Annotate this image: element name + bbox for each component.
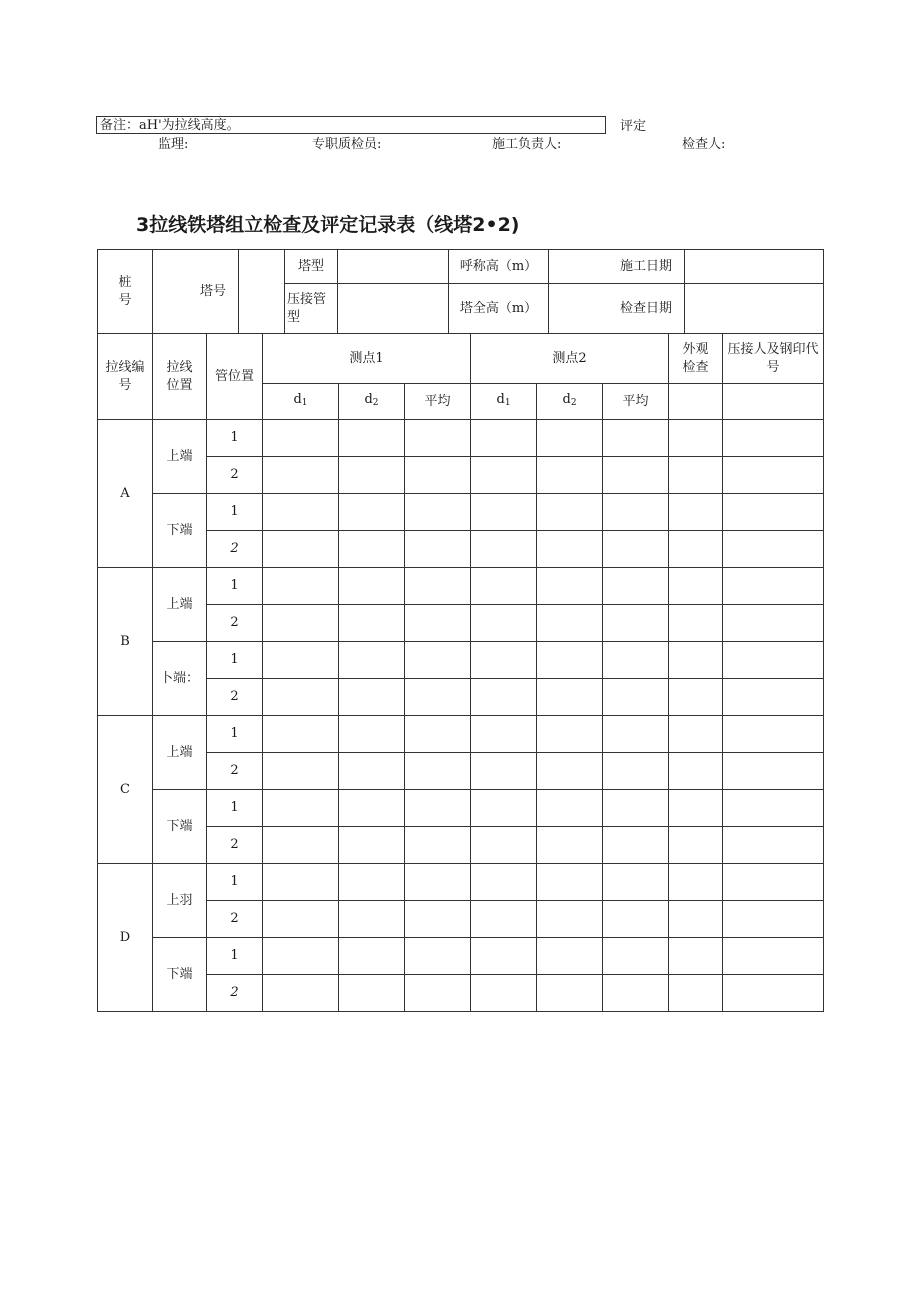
crimper-cell[interactable] bbox=[723, 605, 824, 642]
tower-no-label: 塔号 bbox=[153, 250, 239, 334]
tube-position-cell: 1 bbox=[207, 642, 263, 679]
table-row bbox=[98, 716, 824, 753]
crimper-cell[interactable] bbox=[723, 901, 824, 938]
table-row bbox=[98, 938, 824, 975]
p1-d2-cell[interactable] bbox=[339, 568, 405, 605]
table-row bbox=[98, 531, 824, 568]
p2-d2-cell[interactable] bbox=[537, 605, 603, 642]
p2-average-cell[interactable] bbox=[603, 901, 669, 938]
p2-d2-cell[interactable] bbox=[537, 568, 603, 605]
crimper-cell[interactable] bbox=[723, 679, 824, 716]
tower-type-label: 塔型 bbox=[285, 250, 338, 284]
p2-average-cell[interactable] bbox=[603, 494, 669, 531]
p2-d2-cell[interactable] bbox=[537, 938, 603, 975]
construction-date-label: 施工日期 bbox=[549, 250, 685, 284]
p1-average-cell[interactable] bbox=[405, 938, 471, 975]
p2-d2-cell[interactable] bbox=[537, 457, 603, 494]
p1-d1-cell[interactable] bbox=[263, 827, 339, 864]
p1-d2-cell[interactable] bbox=[339, 753, 405, 790]
p2-d1-cell[interactable] bbox=[471, 531, 537, 568]
upper-end-cell: 上羽 bbox=[153, 864, 207, 938]
tube-position-cell: 2 bbox=[207, 531, 263, 568]
p1-d2-cell[interactable] bbox=[339, 457, 405, 494]
table-row bbox=[98, 975, 824, 1012]
tube-position-cell: 2 bbox=[207, 827, 263, 864]
p1-d1-cell[interactable] bbox=[263, 568, 339, 605]
p1-d2-cell[interactable] bbox=[339, 901, 405, 938]
p2-d1-cell[interactable] bbox=[471, 457, 537, 494]
point2-header: 测点2 bbox=[471, 334, 669, 384]
inspection-date-value[interactable] bbox=[685, 284, 824, 334]
appearance-cell[interactable] bbox=[669, 716, 723, 753]
p1-d1-cell[interactable] bbox=[263, 975, 339, 1012]
p2-d1-cell[interactable] bbox=[471, 642, 537, 679]
p2-d2-cell[interactable] bbox=[537, 827, 603, 864]
p1-average-cell[interactable] bbox=[405, 975, 471, 1012]
p2-average-cell[interactable] bbox=[603, 420, 669, 457]
p2-d2-cell[interactable] bbox=[537, 901, 603, 938]
tube-position-cell: 1 bbox=[207, 790, 263, 827]
nominal-height-label: 呼称高（m） bbox=[449, 250, 549, 284]
p2-average-cell[interactable] bbox=[603, 827, 669, 864]
upper-end-cell: 上端 bbox=[153, 716, 207, 790]
p1-d1-cell[interactable] bbox=[263, 420, 339, 457]
table-row bbox=[98, 753, 824, 790]
p2-average-cell[interactable] bbox=[603, 975, 669, 1012]
inspection-date-label: 检查日期 bbox=[549, 284, 685, 334]
crimper-cell[interactable] bbox=[723, 938, 824, 975]
crimper-header: 压接人及钢印代 号 bbox=[723, 334, 824, 384]
page-title: 3拉线铁塔组立检查及评定记录表（线塔2•2) bbox=[136, 214, 520, 236]
appearance-cell[interactable] bbox=[669, 938, 723, 975]
tower-info-table bbox=[97, 249, 824, 334]
p1-average-cell[interactable] bbox=[405, 568, 471, 605]
tube-position-cell: 1 bbox=[207, 494, 263, 531]
p1-d2-cell[interactable] bbox=[339, 494, 405, 531]
p1-d2-cell[interactable] bbox=[339, 716, 405, 753]
p1-average-cell[interactable] bbox=[405, 642, 471, 679]
p1-d2-cell[interactable] bbox=[339, 420, 405, 457]
p1-d2-cell[interactable] bbox=[339, 827, 405, 864]
p1-average-cell[interactable] bbox=[405, 790, 471, 827]
crimper-cell[interactable] bbox=[723, 494, 824, 531]
construction-date-value[interactable] bbox=[685, 250, 824, 284]
p1-d2-cell[interactable] bbox=[339, 864, 405, 901]
table-row bbox=[98, 568, 824, 605]
construction-lead-label: 施工负责人: bbox=[492, 137, 562, 152]
p2-d2-cell[interactable] bbox=[537, 975, 603, 1012]
p2-d1-cell[interactable] bbox=[471, 679, 537, 716]
tube-position-cell: 1 bbox=[207, 716, 263, 753]
appearance-header: 外观 检查 bbox=[669, 334, 723, 384]
p2-average-cell[interactable] bbox=[603, 457, 669, 494]
crimper-cell[interactable] bbox=[723, 457, 824, 494]
tube-position-cell: 1 bbox=[207, 864, 263, 901]
evaluation-label: 评定 bbox=[620, 119, 647, 134]
table-row bbox=[98, 864, 824, 901]
table-row bbox=[98, 605, 824, 642]
p1-d2-cell[interactable] bbox=[339, 790, 405, 827]
p2-d2-cell[interactable] bbox=[537, 790, 603, 827]
p2-d1-cell[interactable] bbox=[471, 938, 537, 975]
p1-d1-cell[interactable] bbox=[263, 531, 339, 568]
guy-id-cell: B bbox=[98, 568, 153, 716]
supervisor-label: 监理: bbox=[158, 137, 189, 152]
lower-end-cell: 下端 bbox=[153, 790, 207, 864]
p2-average-cell[interactable] bbox=[603, 531, 669, 568]
appearance-cell[interactable] bbox=[669, 568, 723, 605]
tube-position-cell: 1 bbox=[207, 420, 263, 457]
guy-inspection-table bbox=[97, 333, 824, 1012]
tube-position-cell: 2 bbox=[207, 605, 263, 642]
table-row bbox=[98, 494, 824, 531]
lower-end-cell: 卜端： bbox=[153, 642, 207, 716]
p2-average-cell[interactable] bbox=[603, 790, 669, 827]
appearance-cell[interactable] bbox=[669, 790, 723, 827]
p1-d1-cell[interactable] bbox=[263, 901, 339, 938]
appearance-cell[interactable] bbox=[669, 975, 723, 1012]
tube-position-cell: 2 bbox=[207, 753, 263, 790]
p1-d1-cell[interactable] bbox=[263, 605, 339, 642]
p1-d1-cell[interactable] bbox=[263, 864, 339, 901]
p2-d1-cell[interactable] bbox=[471, 420, 537, 457]
table-row bbox=[98, 420, 824, 457]
p2-d2-cell[interactable] bbox=[537, 716, 603, 753]
table-row bbox=[98, 642, 824, 679]
p2-average-cell[interactable] bbox=[603, 938, 669, 975]
p1-average-cell[interactable] bbox=[405, 827, 471, 864]
p1-average-cell[interactable] bbox=[405, 494, 471, 531]
p1-average-cell[interactable] bbox=[405, 457, 471, 494]
inspector-label: 检查人: bbox=[682, 137, 726, 152]
p1-d1-cell[interactable] bbox=[263, 716, 339, 753]
crimper-cell[interactable] bbox=[723, 716, 824, 753]
tube-position-cell: 2 bbox=[207, 457, 263, 494]
quality-inspector-label: 专职质检员: bbox=[312, 137, 382, 152]
p1-average-cell[interactable] bbox=[405, 605, 471, 642]
p1-d1-cell[interactable] bbox=[263, 938, 339, 975]
tube-position-cell: 2 bbox=[207, 679, 263, 716]
crimper-cell[interactable] bbox=[723, 827, 824, 864]
tube-position-cell: 2 bbox=[207, 901, 263, 938]
p1-average-cell[interactable] bbox=[405, 420, 471, 457]
p1-d1-cell[interactable] bbox=[263, 457, 339, 494]
p1-d2-cell[interactable] bbox=[339, 531, 405, 568]
tube-position-cell: 1 bbox=[207, 568, 263, 605]
p2-d1-cell[interactable] bbox=[471, 864, 537, 901]
crimp-tube-type-value[interactable] bbox=[338, 284, 449, 334]
guy-id-cell: A bbox=[98, 420, 153, 568]
p2-d2-cell[interactable] bbox=[537, 420, 603, 457]
remark-text: 备注：aH'为拉线高度。 bbox=[100, 118, 240, 133]
crimper-cell[interactable] bbox=[723, 642, 824, 679]
p1-d1-cell[interactable] bbox=[263, 753, 339, 790]
p2-d1-cell[interactable] bbox=[471, 753, 537, 790]
appearance-cell[interactable] bbox=[669, 420, 723, 457]
p1-average-header: 平均 bbox=[405, 384, 471, 420]
p2-d1-cell[interactable] bbox=[471, 975, 537, 1012]
p1-d1-cell[interactable] bbox=[263, 790, 339, 827]
p1-average-cell[interactable] bbox=[405, 531, 471, 568]
appearance-cell[interactable] bbox=[669, 901, 723, 938]
appearance-cell[interactable] bbox=[669, 494, 723, 531]
table-row bbox=[98, 790, 824, 827]
appearance-cell[interactable] bbox=[669, 605, 723, 642]
upper-end-cell: 上端 bbox=[153, 568, 207, 642]
p1-average-cell[interactable] bbox=[405, 753, 471, 790]
p2-average-cell[interactable] bbox=[603, 642, 669, 679]
p2-d2-cell[interactable] bbox=[537, 753, 603, 790]
crimper-cell[interactable] bbox=[723, 790, 824, 827]
p2-d2-cell[interactable] bbox=[537, 642, 603, 679]
p1-d1-cell[interactable] bbox=[263, 679, 339, 716]
appearance-blank bbox=[669, 384, 723, 420]
appearance-cell[interactable] bbox=[669, 642, 723, 679]
p2-average-cell[interactable] bbox=[603, 864, 669, 901]
guy-id-cell: D bbox=[98, 864, 153, 1012]
appearance-cell[interactable] bbox=[669, 531, 723, 568]
p1-d2-cell[interactable] bbox=[339, 975, 405, 1012]
appearance-cell[interactable] bbox=[669, 679, 723, 716]
crimper-blank bbox=[723, 384, 824, 420]
p2-d2-cell[interactable] bbox=[537, 531, 603, 568]
p1-d2-cell[interactable] bbox=[339, 605, 405, 642]
crimper-cell[interactable] bbox=[723, 753, 824, 790]
p2-d2-cell[interactable] bbox=[537, 679, 603, 716]
tube-position-header: 管位置 bbox=[207, 334, 263, 420]
table-row bbox=[98, 827, 824, 864]
guy-no-header: 拉线编 号 bbox=[98, 334, 153, 420]
p1-d2-cell[interactable] bbox=[339, 938, 405, 975]
p2-d2-cell[interactable] bbox=[537, 864, 603, 901]
appearance-cell[interactable] bbox=[669, 753, 723, 790]
p1-average-cell[interactable] bbox=[405, 716, 471, 753]
table-row bbox=[98, 901, 824, 938]
tube-position-cell: 1 bbox=[207, 938, 263, 975]
p1-average-cell[interactable] bbox=[405, 864, 471, 901]
p2-average-cell[interactable] bbox=[603, 716, 669, 753]
p2-d1-cell[interactable] bbox=[471, 605, 537, 642]
appearance-cell[interactable] bbox=[669, 827, 723, 864]
crimper-cell[interactable] bbox=[723, 420, 824, 457]
crimper-cell[interactable] bbox=[723, 531, 824, 568]
p2-average-header: 平均 bbox=[603, 384, 669, 420]
crimper-cell[interactable] bbox=[723, 975, 824, 1012]
remark-box bbox=[96, 116, 606, 134]
p1-d1-cell[interactable] bbox=[263, 642, 339, 679]
point1-header: 测点1 bbox=[263, 334, 471, 384]
p2-d1-cell[interactable] bbox=[471, 790, 537, 827]
p1-average-cell[interactable] bbox=[405, 679, 471, 716]
p2-d1-header: $d_1$ bbox=[471, 384, 537, 420]
upper-end-cell: 上端 bbox=[153, 420, 207, 494]
tube-position-cell: 2 bbox=[207, 975, 263, 1012]
p2-d2-cell[interactable] bbox=[537, 494, 603, 531]
appearance-cell[interactable] bbox=[669, 457, 723, 494]
p2-d2-header: $d_2$ bbox=[537, 384, 603, 420]
appearance-cell[interactable] bbox=[669, 864, 723, 901]
crimper-cell[interactable] bbox=[723, 864, 824, 901]
p1-d1-header: $d_1$ bbox=[263, 384, 339, 420]
p2-average-cell[interactable] bbox=[603, 568, 669, 605]
total-height-label: 塔全高（m） bbox=[449, 284, 549, 334]
guy-id-cell: C bbox=[98, 716, 153, 864]
guy-position-header: 拉线 位置 bbox=[153, 334, 207, 420]
p2-average-cell[interactable] bbox=[603, 605, 669, 642]
crimper-cell[interactable] bbox=[723, 568, 824, 605]
lower-end-cell: 下端 bbox=[153, 938, 207, 1012]
tower-no-value[interactable] bbox=[239, 250, 285, 334]
table-row bbox=[98, 457, 824, 494]
p2-d1-cell[interactable] bbox=[471, 494, 537, 531]
p2-average-cell[interactable] bbox=[603, 753, 669, 790]
p1-d2-header: $d_2$ bbox=[339, 384, 405, 420]
pile-no-label: 桩 号 bbox=[98, 250, 153, 334]
p1-d2-cell[interactable] bbox=[339, 642, 405, 679]
p2-d1-cell[interactable] bbox=[471, 568, 537, 605]
p2-d1-cell[interactable] bbox=[471, 901, 537, 938]
p2-average-cell[interactable] bbox=[603, 679, 669, 716]
crimp-tube-type-label: 压接管 型 bbox=[285, 284, 338, 334]
p1-d1-cell[interactable] bbox=[263, 494, 339, 531]
p2-d1-cell[interactable] bbox=[471, 716, 537, 753]
p1-d2-cell[interactable] bbox=[339, 679, 405, 716]
p2-d1-cell[interactable] bbox=[471, 827, 537, 864]
p1-average-cell[interactable] bbox=[405, 901, 471, 938]
table-row bbox=[98, 679, 824, 716]
tower-type-value[interactable] bbox=[338, 250, 449, 284]
lower-end-cell: 下端 bbox=[153, 494, 207, 568]
